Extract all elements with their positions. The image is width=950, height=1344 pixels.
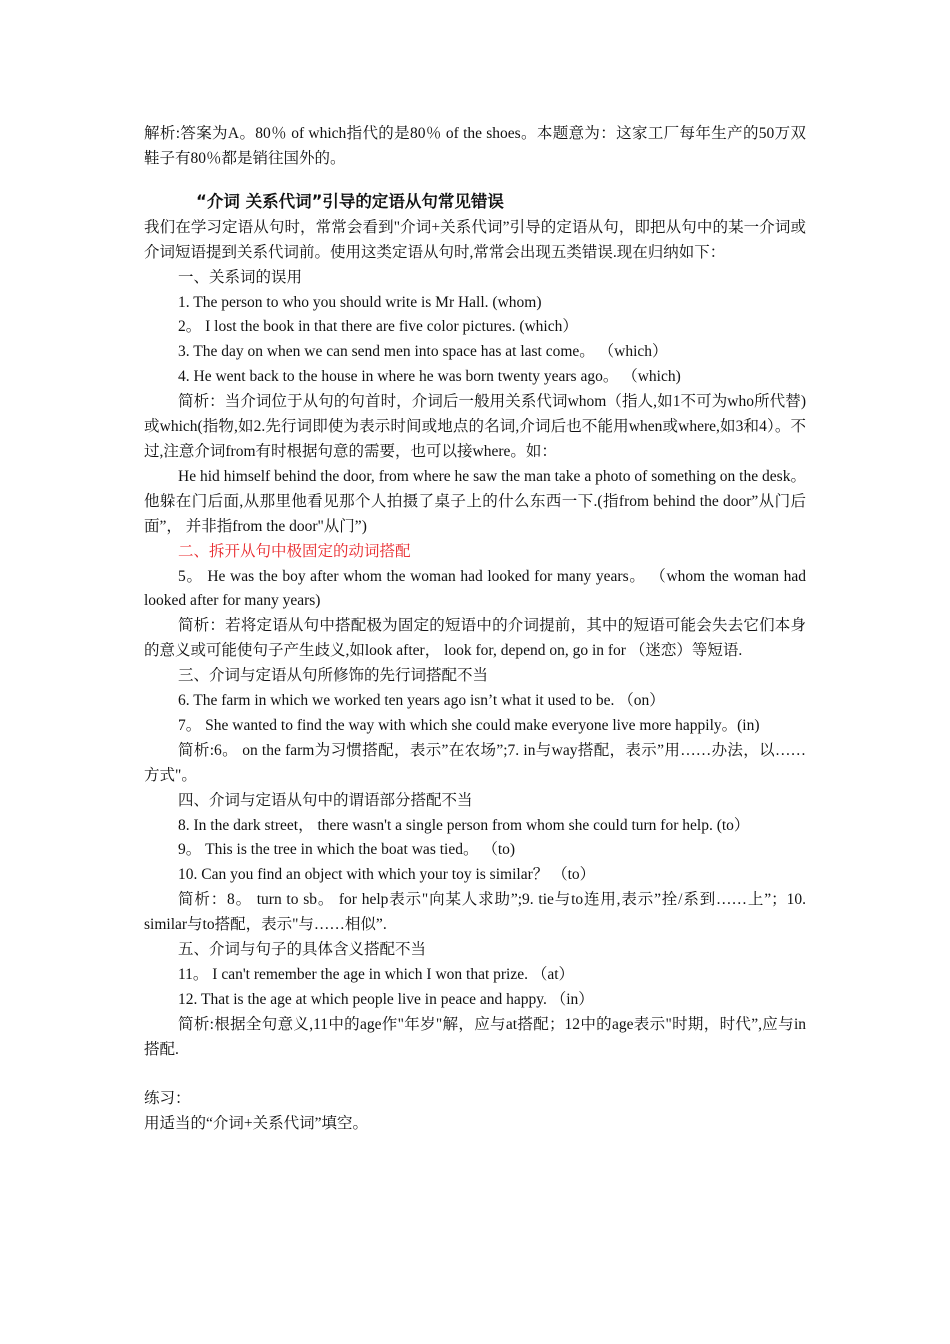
section2-note: 简析：若将定语从句中搭配极为固定的短语中的介词提前，其中的短语可能会失去它们本身的意义或可能使句子产生歧义,如look after， look for, depend on, go in for （迷恋）等短语.	[144, 617, 806, 660]
section1-example: He hid himself behind the door, from where he saw the man take a photo of something on the desk。他躲在门后面,从那里他看见那个人拍摄了桌子上的什么东西一下.(指from behind the door”从门后面”， 并非指from the door"从门”)	[144, 467, 806, 535]
intro-paragraph: 我们在学习定语从句时，常常会看到"介词+关系代词”引导的定语从句，即把从句中的某一介词或介词短语提到关系代词前。使用这类定语从句时,常常会出现五类错误.现在归纳如下：	[144, 218, 806, 261]
section1-item-2: 2。 I lost the book in that there are five color pictures. (which）	[178, 318, 578, 336]
section5-heading: 五、介词与句子的具体含义搭配不当	[178, 941, 427, 959]
section5-item-12: 12. That is the age at which people live in peace and happy. （in）	[178, 990, 594, 1008]
section1-item-4: 4. He went back to the house in where he was born twenty years ago。 （which)	[178, 368, 681, 386]
document-page	[144, 122, 806, 1136]
section3-note: 简析:6。 on the farm为习惯搭配，表示”在农场”;7. in与way搭配，表示”用……办法，以……方式"。	[144, 741, 806, 784]
section4-heading: 四、介词与定语从句中的谓语部分搭配不当	[178, 791, 473, 809]
section3-item-7: 7。 She wanted to find the way with which she could make everyone live more happily。(in)	[178, 716, 760, 734]
section3-heading: 三、介词与定语从句所修饰的先行词搭配不当	[178, 667, 489, 685]
intro-answer-paragraph: 解析:答案为A。80％ of which指代的是80％ of the shoes。本题意为：这家工厂每年生产的50万双鞋子有80％都是销往国外的。	[144, 125, 806, 167]
section3-item-6: 6. The farm in which we worked ten years ago isn’t what it used to be. （on）	[178, 692, 665, 710]
section4-item-8: 8. In the dark street， there wasn't a single person from whom she could turn for help. (to）	[178, 816, 750, 834]
section5-item-11: 11。 I can't remember the age in which I won that prize. （at）	[178, 966, 575, 983]
section5-note: 简析:根据全句意义,11中的age作"年岁"解，应与at搭配；12中的age表示"时期，时代”,应与in搭配.	[144, 1015, 806, 1058]
spacer	[144, 1063, 806, 1087]
practice-label: 练习：	[144, 1089, 191, 1107]
section2-item-5: 5。 He was the boy after whom the woman had looked for many years。 （whom the woman had looked after for many years)	[144, 567, 806, 610]
section-title: “介词 关系代词”引导的定语从句常见错误	[196, 191, 504, 211]
practice-instruction: 用适当的“介词+关系代词”填空。	[144, 1114, 369, 1132]
section1-item-3: 3. The day on when we can send men into space has at last come。 （which）	[178, 343, 668, 361]
section4-item-9: 9。 This is the tree in which the boat was tied。 （to)	[178, 841, 516, 859]
section4-note: 简析：8。 turn to sb。 for help表示"向某人求助”;9. tie与to连用,表示”拴/系到……上”；10. similar与to搭配，表示"与……相似”.	[144, 891, 806, 934]
section2-heading: 二、拆开从句中极固定的动词搭配	[178, 542, 411, 560]
section1-heading: 一、关系词的误用	[178, 268, 303, 286]
section1-item-1: 1. The person to who you should write is Mr Hall. (whom)	[178, 293, 542, 311]
section4-item-10: 10. Can you find an object with which your toy is similar？ （to）	[178, 866, 596, 884]
section1-note: 简析：当介词位于从句的句首时，介词后一般用关系代词whom（指人,如1不可为who所代替)或which(指物,如2.先行词即使为表示时间或地点的名词,介词后也不能用when或where,如3和4）。不过,注意介词from有时根据句意的需要，也可以接where。如：	[144, 393, 806, 460]
